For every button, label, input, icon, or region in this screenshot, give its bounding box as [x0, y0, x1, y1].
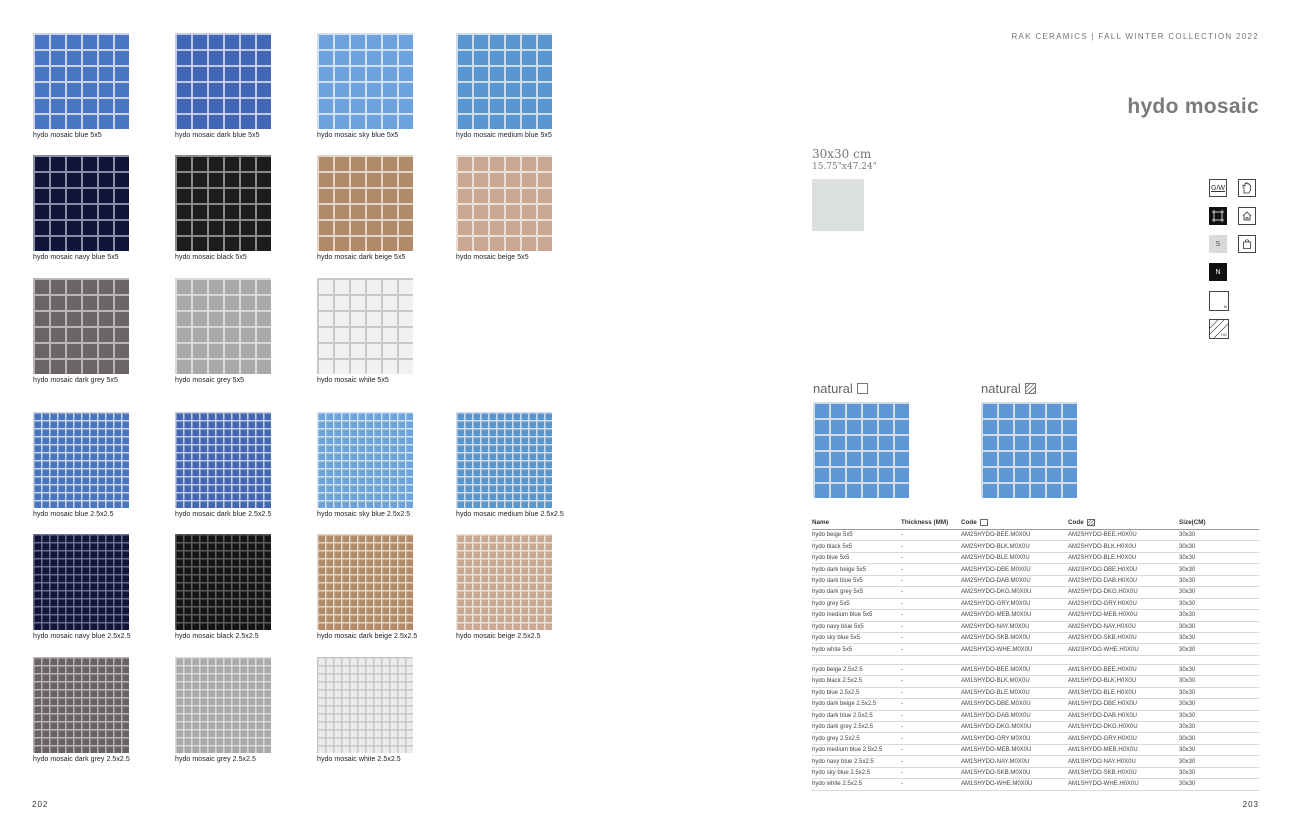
table-cell: 30x30	[1179, 779, 1259, 790]
table-row	[812, 541, 1259, 552]
table-cell: AM1SHYDO-BLK.M0X0U	[961, 676, 1068, 687]
table-cell: 30x30	[1179, 676, 1259, 687]
table-cell: hydo sky blue 2.5x2.5	[812, 767, 901, 778]
table-cell: AM2SHYDO-WHE.M0X0U	[961, 644, 1068, 655]
tile-caption: hydo mosaic blue 5x5	[33, 132, 102, 139]
tile-swatch	[456, 33, 552, 129]
tile-swatch	[33, 155, 129, 251]
product-spec-table	[812, 517, 1259, 791]
table-cell: 30x30	[1179, 632, 1259, 643]
table-cell: hydo black 2.5x2.5	[812, 676, 901, 687]
table-cell: hydo navy blue 2.5x2.5	[812, 756, 901, 767]
header-code-text: Code	[1068, 519, 1084, 527]
table-cell: -	[901, 676, 961, 687]
table-cell: AM2SHYDO-BLK.M0X0U	[961, 541, 1068, 552]
home-icon	[1238, 207, 1256, 225]
collection-header: RAK CERAMICS | FALL WINTER COLLECTION 2022	[1011, 32, 1259, 41]
table-cell: AM1SHYDO-DBE.M0X0U	[961, 699, 1068, 710]
table-cell: AM2SHYDO-MEB.M0X0U	[961, 610, 1068, 621]
table-cell: AM2SHYDO-WHE.H0X0U	[1068, 644, 1179, 655]
hg-label: HG	[1221, 332, 1227, 337]
table-cell: AM1SHYDO-DKG.M0X0U	[961, 722, 1068, 733]
table-cell: AM1SHYDO-DKG.H0X0U	[1068, 722, 1179, 733]
table-cell: hydo beige 2.5x2.5	[812, 664, 901, 675]
table-cell: -	[901, 587, 961, 598]
header-thickness: Thickness (MM)	[901, 517, 961, 530]
tile-swatch	[175, 155, 271, 251]
table-cell: 30x30	[1179, 541, 1259, 552]
table-cell: -	[901, 644, 961, 655]
table-cell: -	[901, 552, 961, 563]
tile-caption: hydo mosaic dark grey 5x5	[33, 377, 118, 384]
table-cell: -	[901, 779, 961, 790]
tile-swatch	[33, 657, 129, 753]
table-row	[812, 655, 1259, 664]
table-cell: AM2SHYDO-SKB.M0X0U	[961, 632, 1068, 643]
tile-caption: hydo mosaic white 2.5x2.5	[317, 756, 401, 763]
table-cell: AM1SHYDO-BEE.H0X0U	[1068, 664, 1179, 675]
anti-slip-finish-icon	[1087, 519, 1095, 526]
table-cell: AM2SHYDO-BLE.M0X0U	[961, 552, 1068, 563]
table-cell: hydo beige 5x5	[812, 530, 901, 541]
tile-swatch	[33, 278, 129, 374]
table-cell: AM1SHYDO-DAB.H0X0U	[1068, 710, 1179, 721]
table-cell: AM2SHYDO-SKB.H0X0U	[1068, 632, 1179, 643]
tile-swatch	[33, 412, 129, 508]
table-row	[812, 575, 1259, 586]
size-cm: 30x30 cm	[812, 147, 872, 161]
tile-swatch	[33, 33, 129, 129]
table-cell: AM2SHYDO-DBE.M0X0U	[961, 564, 1068, 575]
tile-caption: hydo mosaic beige 2.5x2.5	[456, 633, 541, 640]
table-row	[812, 710, 1259, 721]
tile-caption: hydo mosaic dark blue 5x5	[175, 132, 260, 139]
header-code-matt	[961, 517, 1068, 530]
table-cell: -	[901, 756, 961, 767]
table-row	[812, 676, 1259, 687]
tile-caption: hydo mosaic beige 5x5	[456, 254, 529, 261]
hand-touch-icon	[1238, 179, 1256, 197]
table-cell: -	[901, 530, 961, 541]
tile-caption: hydo mosaic dark blue 2.5x2.5	[175, 511, 272, 518]
table-cell: -	[901, 767, 961, 778]
table-cell: AM2SHYDO-DAB.H0X0U	[1068, 575, 1179, 586]
finish-label-anti-slip	[981, 381, 1036, 396]
table-row	[812, 687, 1259, 698]
tile-caption: hydo mosaic navy blue 5x5	[33, 254, 119, 261]
finish-name: natural	[981, 381, 1021, 396]
table-row	[812, 587, 1259, 598]
tile-caption: hydo mosaic navy blue 2.5x2.5	[33, 633, 131, 640]
frame-crop-icon	[1209, 207, 1227, 225]
table-cell: hydo sky blue 5x5	[812, 632, 901, 643]
table-cell: 30x30	[1179, 564, 1259, 575]
header-code-text: Code	[961, 519, 977, 527]
matt-finish-icon	[857, 383, 868, 394]
page-number-right: 203	[1242, 800, 1259, 809]
tile-caption: hydo mosaic dark beige 5x5	[317, 254, 406, 261]
table-cell: -	[901, 699, 961, 710]
table-cell: 30x30	[1179, 610, 1259, 621]
natural-finish-icon	[1209, 263, 1227, 281]
tile-swatch	[317, 155, 413, 251]
glazed-wall-icon	[1209, 179, 1227, 197]
table-cell: hydo grey 5x5	[812, 598, 901, 609]
table-cell: 30x30	[1179, 733, 1259, 744]
tile-swatch	[317, 412, 413, 508]
table-cell: AM1SHYDO-MEB.H0X0U	[1068, 744, 1179, 755]
table-cell: AM1SHYDO-SKB.M0X0U	[961, 767, 1068, 778]
size-inch: 15.75"x47.24"	[812, 162, 877, 172]
finish-swatch-matt	[813, 402, 909, 498]
table-cell: hydo dark beige 2.5x2.5	[812, 699, 901, 710]
tile-swatch	[175, 534, 271, 630]
table-cell: 30x30	[1179, 756, 1259, 767]
tile-swatch	[456, 534, 552, 630]
table-cell: AM2SHYDO-DBE.H0X0U	[1068, 564, 1179, 575]
page-title: hydo mosaic	[1127, 95, 1259, 118]
table-cell: AM2SHYDO-BEE.M0X0U	[961, 530, 1068, 541]
tile-swatch	[456, 155, 552, 251]
table-cell: AM2SHYDO-BLK.H0X0U	[1068, 541, 1179, 552]
m-label: M	[1223, 304, 1227, 309]
tile-caption: hydo mosaic white 5x5	[317, 377, 389, 384]
table-row	[812, 756, 1259, 767]
table-cell	[812, 655, 901, 664]
tile-caption: hydo mosaic blue 2.5x2.5	[33, 511, 114, 518]
table-cell: AM1SHYDO-DAB.M0X0U	[961, 710, 1068, 721]
table-cell: 30x30	[1179, 710, 1259, 721]
table-row	[812, 530, 1259, 541]
table-cell: 30x30	[1179, 664, 1259, 675]
table-cell: 30x30	[1179, 530, 1259, 541]
table-cell: -	[901, 610, 961, 621]
n-label: N	[1215, 268, 1221, 276]
honed-glossy-icon	[1209, 319, 1229, 339]
table-cell: AM1SHYDO-GRY.M0X0U	[961, 733, 1068, 744]
tile-swatch	[317, 657, 413, 753]
gw-label: G/W	[1211, 184, 1225, 192]
table-cell: hydo grey 2.5x2.5	[812, 733, 901, 744]
table-cell: hydo dark grey 5x5	[812, 587, 901, 598]
table-cell: AM1SHYDO-DBE.H0X0U	[1068, 699, 1179, 710]
table-cell	[1179, 655, 1259, 664]
table-cell: -	[901, 564, 961, 575]
table-cell: AM2SHYDO-BLE.H0X0U	[1068, 552, 1179, 563]
table-cell: AM2SHYDO-GRY.H0X0U	[1068, 598, 1179, 609]
table-cell: AM2SHYDO-DKG.M0X0U	[961, 587, 1068, 598]
tile-swatch	[33, 534, 129, 630]
s-label: S	[1215, 240, 1221, 248]
table-cell: -	[901, 722, 961, 733]
tile-swatch	[317, 278, 413, 374]
table-cell: hydo dark blue 5x5	[812, 575, 901, 586]
tile-caption: hydo mosaic grey 2.5x2.5	[175, 756, 256, 763]
tile-swatch	[175, 33, 271, 129]
tile-swatch	[317, 33, 413, 129]
table-cell: -	[901, 733, 961, 744]
table-cell: AM1SHYDO-BLE.M0X0U	[961, 687, 1068, 698]
table-cell: hydo dark blue 2.5x2.5	[812, 710, 901, 721]
tile-swatch	[175, 412, 271, 508]
table-row	[812, 598, 1259, 609]
tile-caption: hydo mosaic grey 5x5	[175, 377, 245, 384]
table-cell: AM1SHYDO-GRY.H0X0U	[1068, 733, 1179, 744]
table-row	[812, 552, 1259, 563]
table-cell: hydo blue 5x5	[812, 552, 901, 563]
tile-caption: hydo mosaic black 5x5	[175, 254, 247, 261]
tile-caption: hydo mosaic dark beige 2.5x2.5	[317, 633, 418, 640]
table-cell: -	[901, 598, 961, 609]
table-cell: hydo blue 2.5x2.5	[812, 687, 901, 698]
table-row	[812, 767, 1259, 778]
table-cell: AM2SHYDO-BEE.H0X0U	[1068, 530, 1179, 541]
tile-swatch	[317, 534, 413, 630]
table-cell: hydo white 5x5	[812, 644, 901, 655]
table-cell: AM2SHYDO-GRY.M0X0U	[961, 598, 1068, 609]
table-cell: AM1SHYDO-BLK.H0X0U	[1068, 676, 1179, 687]
page-number-left: 202	[32, 800, 49, 809]
tile-swatch	[456, 412, 552, 508]
table-cell: -	[901, 744, 961, 755]
table-cell: AM2SHYDO-NAY.M0X0U	[961, 621, 1068, 632]
table-cell: -	[901, 541, 961, 552]
table-cell: AM1SHYDO-WHE.H0X0U	[1068, 779, 1179, 790]
table-cell: 30x30	[1179, 587, 1259, 598]
table-row	[812, 699, 1259, 710]
table-cell: AM1SHYDO-BLE.H0X0U	[1068, 687, 1179, 698]
header-name: Name	[812, 517, 901, 530]
table-row	[812, 722, 1259, 733]
table-cell: AM2SHYDO-MEB.H0X0U	[1068, 610, 1179, 621]
table-cell: 30x30	[1179, 744, 1259, 755]
table-cell: -	[901, 632, 961, 643]
header-code-anti-slip	[1068, 517, 1179, 530]
table-cell: hydo medium blue 5x5	[812, 610, 901, 621]
tile-caption: hydo mosaic sky blue 5x5	[317, 132, 399, 139]
table-row	[812, 564, 1259, 575]
table-cell: 30x30	[1179, 621, 1259, 632]
slip-rating-icon	[1209, 235, 1227, 253]
table-cell: -	[901, 664, 961, 675]
matt-finish-icon	[980, 519, 988, 526]
table-row	[812, 733, 1259, 744]
table-cell: AM1SHYDO-MEB.M0X0U	[961, 744, 1068, 755]
finish-swatch-anti-slip	[981, 402, 1077, 498]
table-cell: AM1SHYDO-SKB.H0X0U	[1068, 767, 1179, 778]
table-cell: -	[901, 621, 961, 632]
table-cell: AM1SHYDO-WHE.M0X0U	[961, 779, 1068, 790]
table-cell: 30x30	[1179, 767, 1259, 778]
table-cell: 30x30	[1179, 699, 1259, 710]
table-body	[812, 530, 1259, 791]
tile-caption: hydo mosaic medium blue 5x5	[456, 132, 552, 139]
table-cell: AM2SHYDO-DAB.M0X0U	[961, 575, 1068, 586]
table-cell: 30x30	[1179, 644, 1259, 655]
table-cell: -	[901, 687, 961, 698]
table-cell	[901, 655, 961, 664]
table-row	[812, 632, 1259, 643]
table-cell: 30x30	[1179, 575, 1259, 586]
anti-slip-finish-icon	[1025, 383, 1036, 394]
table-cell: hydo dark beige 5x5	[812, 564, 901, 575]
tile-caption: hydo mosaic medium blue 2.5x2.5	[456, 511, 564, 518]
tile-caption: hydo mosaic black 2.5x2.5	[175, 633, 259, 640]
table-cell: AM1SHYDO-NAY.M0X0U	[961, 756, 1068, 767]
table-row	[812, 644, 1259, 655]
table-row	[812, 610, 1259, 621]
table-cell	[961, 655, 1068, 664]
table-cell: AM2SHYDO-DKG.H0X0U	[1068, 587, 1179, 598]
shopping-bag-icon	[1238, 235, 1256, 253]
table-cell: 30x30	[1179, 687, 1259, 698]
matt-finish-icon	[1209, 291, 1229, 311]
tile-caption: hydo mosaic sky blue 2.5x2.5	[317, 511, 411, 518]
table-cell: hydo black 5x5	[812, 541, 901, 552]
table-header-row	[812, 517, 1259, 530]
table-cell: 30x30	[1179, 722, 1259, 733]
table-cell: 30x30	[1179, 552, 1259, 563]
table-cell	[1068, 655, 1179, 664]
finish-name: natural	[813, 381, 853, 396]
table-cell: AM1SHYDO-BEE.M0X0U	[961, 664, 1068, 675]
table-cell: -	[901, 575, 961, 586]
table-cell: AM2SHYDO-NAY.H0X0U	[1068, 621, 1179, 632]
table-cell: hydo white 2.5x2.5	[812, 779, 901, 790]
table-cell: hydo navy blue 5x5	[812, 621, 901, 632]
table-cell: 30x30	[1179, 598, 1259, 609]
table-cell: hydo dark grey 2.5x2.5	[812, 722, 901, 733]
tile-caption: hydo mosaic dark grey 2.5x2.5	[33, 756, 130, 763]
table-row	[812, 779, 1259, 790]
table-row	[812, 744, 1259, 755]
format-preview	[812, 179, 864, 231]
tile-swatch	[175, 657, 271, 753]
table-row	[812, 664, 1259, 675]
header-size: Size(CM)	[1179, 517, 1259, 530]
finish-label-matt	[813, 381, 868, 396]
tile-swatch	[175, 278, 271, 374]
table-row	[812, 621, 1259, 632]
table-cell: -	[901, 710, 961, 721]
table-cell: hydo medium blue 2.5x2.5	[812, 744, 901, 755]
table-cell: AM1SHYDO-NAY.H0X0U	[1068, 756, 1179, 767]
